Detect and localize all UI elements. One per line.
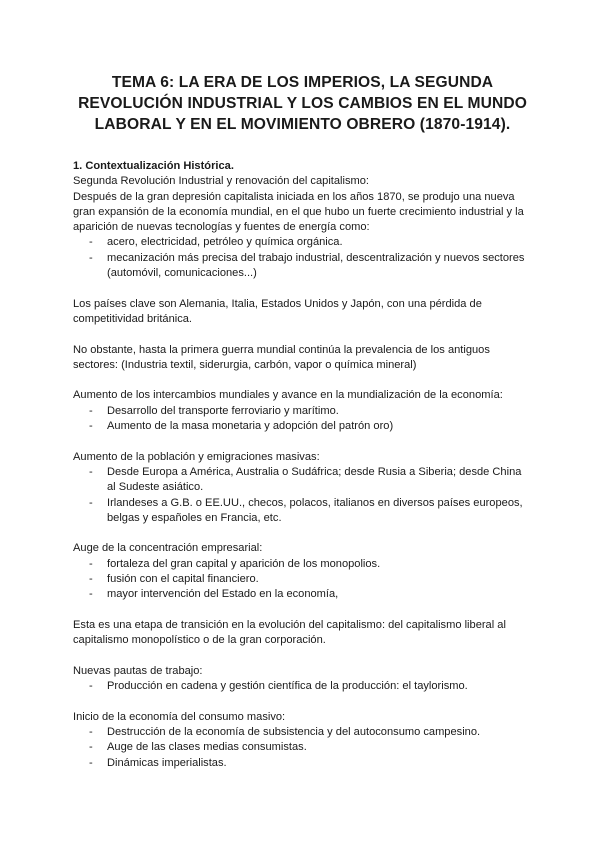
list-item bbox=[73, 251, 532, 282]
list-item-text: Desde Europa a América, Australia o Sudáfrica; desde Rusia a Siberia; desde China al Sudeste asiático. bbox=[107, 465, 522, 494]
page-title bbox=[73, 72, 532, 135]
list-item-text: fusión con el capital financiero. bbox=[107, 573, 259, 586]
list-item-text: mayor intervención del Estado en la economía, bbox=[107, 588, 339, 601]
intercambios-paragraph: Aumento de los intercambios mundiales y avance en la mundialización de la economía: bbox=[73, 389, 503, 402]
dash-marker: - bbox=[89, 573, 93, 586]
list-item bbox=[73, 496, 532, 527]
list-item bbox=[73, 725, 532, 740]
spacer bbox=[73, 526, 532, 541]
list-item-text: Destrucción de la economía de subsistencia y del autoconsumo campesino. bbox=[107, 725, 481, 738]
list-item-text: Desarrollo del transporte ferroviario y marítimo. bbox=[107, 404, 339, 417]
list-item-text: Auge de las clases medias consumistas. bbox=[107, 741, 307, 754]
poblacion-list bbox=[73, 465, 532, 526]
list-item-text: acero, electricidad, petróleo y química orgánica. bbox=[107, 236, 343, 249]
no-obstante-paragraph: No obstante, hasta la primera guerra mundial continúa la prevalencia de los antiguos sectores: (Industria textil, siderurgia, carbón, vapor o química mineral) bbox=[73, 343, 490, 371]
list-item-text: Irlandeses a G.B. o EE.UU., checos, polacos, italianos en diversos países europeos, belgas y españoles en Francia, etc. bbox=[107, 496, 523, 524]
poblacion-paragraph: Aumento de la población y emigraciones masivas: bbox=[73, 450, 320, 463]
dash-marker: - bbox=[89, 236, 93, 249]
list-item bbox=[73, 419, 532, 434]
list-item bbox=[73, 679, 532, 694]
dash-marker: - bbox=[89, 420, 93, 433]
spacer bbox=[73, 281, 532, 296]
section-heading: 1. Contextualización Histórica. bbox=[73, 160, 234, 172]
spacer bbox=[73, 434, 532, 449]
list-item bbox=[73, 587, 532, 602]
intro-paragraph: Después de la gran depresión capitalista iniciada en los años 1870, se produjo una nueva gran expansión de la economía mundial, en el que hubo un fuerte crecimiento industrial y la aparición de nuevas tecnologías y fuentes de energía como: bbox=[73, 190, 524, 234]
list-item bbox=[73, 235, 532, 250]
dash-marker: - bbox=[89, 741, 93, 754]
dash-marker: - bbox=[89, 251, 93, 264]
dash-marker: - bbox=[89, 588, 93, 601]
spacer bbox=[73, 694, 532, 709]
pautas-list bbox=[73, 679, 532, 694]
title-line-3: LABORAL Y EN EL MOVIMIENTO OBRERO (1870-1914). bbox=[94, 116, 511, 133]
section-subheading: Segunda Revolución Industrial y renovación del capitalismo: bbox=[73, 175, 370, 188]
list-item bbox=[73, 740, 532, 755]
list-item bbox=[73, 572, 532, 587]
dash-marker: - bbox=[89, 496, 93, 509]
consumo-paragraph: Inicio de la economía del consumo masivo: bbox=[73, 710, 286, 723]
title-line-1: TEMA 6: LA ERA DE LOS IMPERIOS, LA SEGUNDA bbox=[111, 74, 494, 91]
title-line-2: REVOLUCIÓN INDUSTRIAL Y LOS CAMBIOS EN EL MUNDO bbox=[78, 95, 527, 112]
list-item bbox=[73, 756, 532, 771]
intercambios-list bbox=[73, 404, 532, 435]
list-item bbox=[73, 404, 532, 419]
list-item bbox=[73, 557, 532, 572]
concentracion-paragraph: Auge de la concentración empresarial: bbox=[73, 542, 263, 555]
pautas-paragraph: Nuevas pautas de trabajo: bbox=[73, 664, 203, 677]
etapa-paragraph: Esta es una etapa de transición en la evolución del capitalismo: del capitalismo liberal al capitalismo monopolístico o de la gran corporación. bbox=[73, 618, 506, 647]
list-item bbox=[73, 465, 532, 496]
dash-marker: - bbox=[89, 404, 93, 417]
list-item-text: mecanización más precisa del trabajo industrial, descentralización y nuevos sectores (automóvil, comunicaciones...) bbox=[107, 251, 525, 280]
list-item-text: Aumento de la masa monetaria y adopción del patrón oro) bbox=[107, 420, 394, 433]
consumo-list bbox=[73, 725, 532, 771]
countries-paragraph: Los países clave son Alemania, Italia, Estados Unidos y Japón, con una pérdida de competitividad británica. bbox=[73, 297, 482, 325]
spacer bbox=[73, 373, 532, 388]
concentracion-list bbox=[73, 557, 532, 603]
list-item-text: Producción en cadena y gestión científica de la producción: el taylorismo. bbox=[107, 680, 468, 693]
dash-marker: - bbox=[89, 756, 93, 769]
intro-list bbox=[73, 235, 532, 281]
dash-marker: - bbox=[89, 557, 93, 570]
dash-marker: - bbox=[89, 465, 93, 478]
document-body bbox=[73, 159, 532, 771]
list-item-text: Dinámicas imperialistas. bbox=[107, 756, 227, 769]
dash-marker: - bbox=[89, 680, 93, 693]
dash-marker: - bbox=[89, 725, 93, 738]
spacer bbox=[73, 327, 532, 342]
spacer bbox=[73, 603, 532, 618]
list-item-text: fortaleza del gran capital y aparición de los monopolios. bbox=[107, 557, 381, 570]
spacer bbox=[73, 649, 532, 664]
